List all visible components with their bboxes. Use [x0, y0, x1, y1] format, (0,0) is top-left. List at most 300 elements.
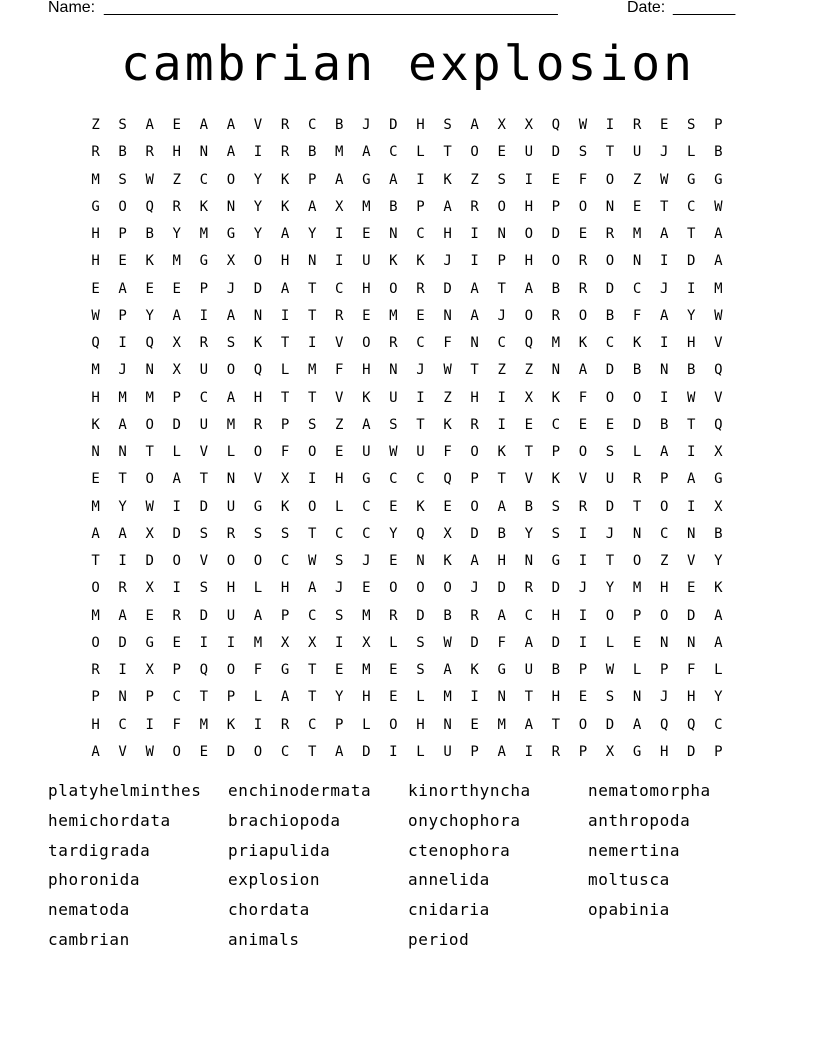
date-blank[interactable]: _______ [673, 0, 736, 16]
grid-letter[interactable]: D [172, 416, 181, 433]
grid-letter[interactable]: I [416, 171, 425, 188]
grid-letter[interactable]: A [714, 607, 723, 624]
grid-letter[interactable]: L [253, 580, 263, 597]
grid-letter[interactable]: P [714, 117, 723, 133]
grid-letter[interactable]: N [226, 198, 236, 215]
grid-letter[interactable]: B [307, 144, 317, 161]
grid-letter[interactable]: J [362, 117, 371, 133]
grid-letter[interactable]: C [199, 389, 209, 406]
grid-letter[interactable]: A [497, 743, 506, 760]
grid-letter[interactable]: M [118, 389, 127, 406]
grid-letter[interactable]: X [714, 498, 723, 515]
grid-letter[interactable]: V [335, 335, 344, 351]
grid-letter[interactable]: N [443, 307, 452, 324]
grid-letter[interactable]: C [362, 498, 371, 515]
grid-letter[interactable]: U [416, 444, 425, 460]
grid-letter[interactable]: R [172, 607, 181, 624]
grid-letter[interactable]: I [307, 335, 317, 351]
grid-letter[interactable]: T [280, 389, 290, 406]
grid-letter[interactable]: S [497, 171, 506, 188]
grid-letter[interactable]: P [118, 307, 127, 324]
grid-letter[interactable]: K [578, 335, 588, 351]
grid-letter[interactable]: W [145, 171, 154, 188]
grid-letter[interactable]: H [91, 716, 100, 733]
grid-letter[interactable]: S [199, 580, 209, 597]
grid-letter[interactable]: O [416, 580, 425, 597]
grid-letter[interactable]: F [632, 307, 642, 324]
grid-letter[interactable]: O [362, 335, 371, 351]
grid-letter[interactable]: A [172, 471, 181, 488]
grid-letter[interactable]: R [91, 662, 100, 678]
grid-letter[interactable]: E [551, 171, 561, 188]
grid-letter[interactable]: X [145, 662, 154, 678]
grid-letter[interactable]: O [307, 444, 317, 460]
grid-letter[interactable]: S [280, 525, 290, 542]
grid-letter[interactable]: W [659, 171, 669, 188]
grid-letter[interactable]: K [280, 171, 290, 188]
grid-letter[interactable]: E [362, 226, 371, 242]
grid-letter[interactable]: J [659, 280, 669, 297]
grid-letter[interactable]: U [199, 416, 209, 433]
grid-letter[interactable]: O [389, 280, 398, 297]
grid-letter[interactable]: Y [714, 553, 723, 569]
grid-letter[interactable]: Y [605, 580, 615, 597]
grid-letter[interactable]: D [470, 525, 479, 542]
grid-letter[interactable]: Q [687, 716, 696, 733]
grid-letter[interactable]: K [362, 389, 371, 406]
grid-letter[interactable]: O [524, 307, 533, 324]
grid-letter[interactable]: Q [714, 362, 723, 379]
grid-letter[interactable]: I [659, 335, 669, 351]
grid-letter[interactable]: X [497, 117, 506, 133]
grid-letter[interactable]: G [632, 743, 642, 760]
grid-letter[interactable]: I [199, 307, 209, 324]
grid-letter[interactable]: E [145, 607, 154, 624]
grid-letter[interactable]: F [443, 444, 452, 460]
grid-letter[interactable]: G [145, 634, 154, 651]
grid-letter[interactable]: C [416, 471, 425, 488]
grid-letter[interactable]: E [91, 280, 100, 297]
grid-letter[interactable]: G [362, 471, 371, 488]
grid-letter[interactable]: U [605, 471, 615, 488]
grid-letter[interactable]: Z [497, 362, 506, 379]
grid-letter[interactable]: J [335, 580, 344, 597]
grid-letter[interactable]: M [551, 335, 561, 351]
grid-letter[interactable]: E [118, 253, 127, 270]
grid-letter[interactable]: H [91, 389, 100, 406]
grid-letter[interactable]: C [497, 335, 506, 351]
grid-letter[interactable]: R [145, 144, 154, 161]
grid-letter[interactable]: O [605, 253, 615, 270]
grid-letter[interactable]: A [172, 307, 181, 324]
grid-letter[interactable]: M [91, 362, 100, 379]
grid-letter[interactable]: I [470, 226, 479, 242]
grid-letter[interactable]: O [307, 498, 317, 515]
grid-letter[interactable]: J [443, 253, 452, 270]
grid-letter[interactable]: V [335, 389, 344, 406]
grid-letter[interactable]: O [578, 444, 588, 460]
grid-letter[interactable]: N [118, 689, 127, 706]
grid-letter[interactable]: J [362, 553, 371, 569]
grid-letter[interactable]: D [389, 117, 398, 133]
grid-letter[interactable]: V [714, 335, 723, 351]
grid-letter[interactable]: H [172, 144, 181, 161]
grid-letter[interactable]: U [443, 743, 452, 760]
grid-letter[interactable]: O [389, 716, 398, 733]
grid-letter[interactable]: A [362, 144, 371, 161]
grid-letter[interactable]: R [172, 198, 181, 215]
grid-letter[interactable]: A [389, 171, 398, 188]
grid-letter[interactable]: D [199, 498, 209, 515]
grid-letter[interactable]: K [632, 335, 642, 351]
grid-letter[interactable]: R [199, 335, 209, 351]
grid-letter[interactable]: J [578, 580, 588, 597]
grid-letter[interactable]: E [199, 743, 209, 760]
grid-letter[interactable]: M [362, 662, 371, 678]
grid-letter[interactable]: W [389, 444, 398, 460]
grid-letter[interactable]: N [632, 525, 642, 542]
grid-letter[interactable]: D [605, 362, 615, 379]
grid-letter[interactable]: L [226, 444, 236, 460]
grid-letter[interactable]: J [470, 580, 479, 597]
grid-letter[interactable]: F [280, 444, 290, 460]
grid-letter[interactable]: S [443, 117, 452, 133]
grid-letter[interactable]: E [470, 716, 479, 733]
grid-letter[interactable]: W [714, 307, 723, 324]
grid-letter[interactable]: A [362, 416, 371, 433]
grid-letter[interactable]: A [335, 743, 344, 760]
grid-letter[interactable]: L [687, 144, 696, 161]
grid-letter[interactable]: N [551, 362, 561, 379]
grid-letter[interactable]: O [145, 416, 154, 433]
grid-letter[interactable]: N [91, 444, 100, 460]
grid-letter[interactable]: Q [199, 662, 209, 678]
grid-letter[interactable]: D [172, 525, 181, 542]
grid-letter[interactable]: V [687, 553, 696, 569]
grid-letter[interactable]: T [307, 280, 317, 297]
grid-letter[interactable]: K [443, 171, 452, 188]
grid-letter[interactable]: D [470, 634, 479, 651]
grid-letter[interactable]: D [416, 607, 425, 624]
grid-letter[interactable]: M [632, 226, 642, 242]
grid-letter[interactable]: A [632, 716, 642, 733]
grid-letter[interactable]: D [687, 253, 696, 270]
grid-letter[interactable]: I [578, 634, 588, 651]
grid-letter[interactable]: Y [389, 525, 398, 542]
grid-letter[interactable]: A [280, 689, 290, 706]
grid-letter[interactable]: N [497, 226, 506, 242]
grid-letter[interactable]: A [497, 498, 506, 515]
grid-letter[interactable]: T [199, 689, 209, 706]
grid-letter[interactable]: P [416, 198, 425, 215]
grid-letter[interactable]: E [389, 662, 398, 678]
grid-letter[interactable]: D [497, 580, 506, 597]
grid-letter[interactable]: H [280, 253, 290, 270]
grid-letter[interactable]: O [470, 498, 479, 515]
grid-letter[interactable]: O [578, 307, 588, 324]
grid-letter[interactable]: E [443, 498, 452, 515]
grid-letter[interactable]: H [524, 198, 533, 215]
grid-letter[interactable]: I [497, 389, 506, 406]
grid-letter[interactable]: O [253, 444, 263, 460]
grid-letter[interactable]: S [335, 607, 344, 624]
grid-letter[interactable]: M [714, 280, 723, 297]
grid-letter[interactable]: I [687, 498, 696, 515]
grid-letter[interactable]: I [199, 634, 209, 651]
grid-letter[interactable]: C [389, 471, 398, 488]
grid-letter[interactable]: B [659, 416, 669, 433]
grid-letter[interactable]: I [687, 280, 696, 297]
grid-letter[interactable]: O [497, 198, 506, 215]
grid-letter[interactable]: C [659, 525, 669, 542]
grid-letter[interactable]: I [253, 716, 263, 733]
grid-letter[interactable]: E [362, 580, 371, 597]
grid-letter[interactable]: Y [524, 525, 533, 542]
grid-letter[interactable]: Z [524, 362, 533, 379]
grid-letter[interactable]: U [199, 362, 209, 379]
grid-letter[interactable]: K [416, 253, 425, 270]
grid-letter[interactable]: E [145, 280, 154, 297]
grid-letter[interactable]: F [687, 662, 696, 678]
grid-letter[interactable]: R [632, 117, 642, 133]
grid-letter[interactable]: O [659, 498, 669, 515]
grid-letter[interactable]: E [389, 689, 398, 706]
grid-letter[interactable]: W [145, 743, 154, 760]
grid-letter[interactable]: V [118, 743, 127, 760]
grid-letter[interactable]: R [91, 144, 100, 161]
grid-letter[interactable]: X [172, 335, 181, 351]
grid-letter[interactable]: U [362, 444, 371, 460]
grid-letter[interactable]: L [172, 444, 181, 460]
grid-letter[interactable]: U [389, 389, 398, 406]
grid-letter[interactable]: R [280, 716, 290, 733]
grid-letter[interactable]: B [443, 607, 452, 624]
grid-letter[interactable]: O [91, 634, 100, 651]
grid-letter[interactable]: S [687, 117, 696, 133]
grid-letter[interactable]: O [470, 144, 479, 161]
grid-letter[interactable]: K [443, 416, 452, 433]
grid-letter[interactable]: L [714, 662, 723, 678]
grid-letter[interactable]: B [389, 198, 398, 215]
grid-letter[interactable]: T [307, 662, 317, 678]
grid-letter[interactable]: F [172, 716, 181, 733]
grid-letter[interactable]: B [118, 144, 127, 161]
grid-letter[interactable]: U [524, 662, 533, 678]
grid-letter[interactable]: I [145, 716, 154, 733]
grid-letter[interactable]: S [389, 416, 398, 433]
grid-letter[interactable]: T [497, 280, 506, 297]
grid-letter[interactable]: A [659, 444, 669, 460]
grid-letter[interactable]: Y [145, 307, 154, 324]
grid-letter[interactable]: M [307, 362, 317, 379]
grid-letter[interactable]: B [335, 117, 344, 133]
grid-letter[interactable]: A [118, 525, 127, 542]
grid-letter[interactable]: T [659, 198, 669, 215]
grid-letter[interactable]: A [307, 580, 317, 597]
grid-letter[interactable]: D [362, 743, 371, 760]
grid-letter[interactable]: I [497, 416, 506, 433]
grid-letter[interactable]: K [416, 498, 425, 515]
grid-letter[interactable]: P [280, 416, 290, 433]
grid-letter[interactable]: B [632, 362, 642, 379]
grid-letter[interactable]: D [226, 743, 236, 760]
grid-letter[interactable]: H [362, 689, 371, 706]
grid-letter[interactable]: T [470, 362, 479, 379]
grid-letter[interactable]: I [307, 471, 317, 488]
grid-letter[interactable]: I [172, 498, 181, 515]
grid-letter[interactable]: O [632, 389, 642, 406]
grid-letter[interactable]: W [443, 634, 452, 651]
grid-letter[interactable]: A [470, 117, 479, 133]
grid-letter[interactable]: K [91, 416, 100, 433]
grid-letter[interactable]: T [497, 471, 506, 488]
grid-letter[interactable]: H [551, 689, 561, 706]
grid-letter[interactable]: C [389, 144, 398, 161]
grid-letter[interactable]: R [389, 335, 398, 351]
grid-letter[interactable]: M [91, 171, 100, 188]
grid-letter[interactable]: H [687, 335, 696, 351]
grid-letter[interactable]: S [307, 416, 317, 433]
grid-letter[interactable]: A [91, 525, 100, 542]
grid-letter[interactable]: L [416, 144, 425, 161]
grid-letter[interactable]: H [91, 253, 100, 270]
grid-letter[interactable]: Y [253, 226, 263, 242]
grid-letter[interactable]: C [416, 335, 425, 351]
grid-letter[interactable]: A [226, 144, 236, 161]
grid-letter[interactable]: V [253, 117, 263, 133]
grid-letter[interactable]: H [659, 743, 669, 760]
grid-letter[interactable]: M [632, 580, 642, 597]
grid-letter[interactable]: Y [118, 498, 127, 515]
grid-letter[interactable]: H [253, 389, 263, 406]
grid-letter[interactable]: D [605, 716, 615, 733]
grid-letter[interactable]: C [307, 117, 317, 133]
grid-letter[interactable]: A [443, 198, 452, 215]
grid-letter[interactable]: W [578, 117, 588, 133]
grid-letter[interactable]: K [551, 389, 561, 406]
grid-letter[interactable]: L [253, 689, 263, 706]
grid-letter[interactable]: E [172, 280, 181, 297]
grid-letter[interactable]: J [416, 362, 425, 379]
grid-letter[interactable]: G [91, 198, 100, 215]
grid-letter[interactable]: N [253, 307, 263, 324]
grid-letter[interactable]: A [145, 117, 154, 133]
grid-letter[interactable]: R [118, 580, 127, 597]
grid-letter[interactable]: X [145, 525, 154, 542]
grid-letter[interactable]: A [497, 607, 506, 624]
grid-letter[interactable]: D [253, 280, 263, 297]
grid-letter[interactable]: D [551, 144, 561, 161]
grid-letter[interactable]: W [714, 198, 723, 215]
grid-letter[interactable]: P [551, 444, 561, 460]
grid-letter[interactable]: G [226, 226, 236, 242]
grid-letter[interactable]: A [118, 607, 127, 624]
grid-letter[interactable]: K [226, 716, 236, 733]
grid-letter[interactable]: E [632, 198, 642, 215]
grid-letter[interactable]: C [605, 335, 615, 351]
grid-letter[interactable]: Z [91, 117, 100, 133]
grid-letter[interactable]: D [551, 580, 561, 597]
grid-letter[interactable]: E [632, 634, 642, 651]
grid-letter[interactable]: B [497, 525, 506, 542]
grid-letter[interactable]: M [443, 689, 452, 706]
grid-letter[interactable]: T [280, 335, 290, 351]
grid-letter[interactable]: O [443, 580, 452, 597]
grid-letter[interactable]: N [389, 362, 398, 379]
grid-letter[interactable]: D [605, 280, 615, 297]
grid-letter[interactable]: C [335, 280, 344, 297]
grid-letter[interactable]: L [632, 662, 642, 678]
grid-letter[interactable]: T [307, 689, 317, 706]
grid-letter[interactable]: L [416, 689, 425, 706]
grid-letter[interactable]: N [307, 253, 317, 270]
grid-letter[interactable]: S [605, 444, 615, 460]
grid-letter[interactable]: I [253, 144, 263, 161]
grid-letter[interactable]: C [632, 280, 642, 297]
grid-letter[interactable]: A [280, 280, 290, 297]
grid-letter[interactable]: K [280, 198, 290, 215]
grid-letter[interactable]: H [659, 580, 669, 597]
grid-letter[interactable]: K [389, 253, 398, 270]
grid-letter[interactable]: X [443, 525, 452, 542]
grid-letter[interactable]: P [551, 198, 561, 215]
grid-letter[interactable]: D [551, 634, 561, 651]
grid-letter[interactable]: T [524, 689, 533, 706]
grid-letter[interactable]: W [687, 389, 696, 406]
grid-letter[interactable]: R [470, 607, 479, 624]
grid-letter[interactable]: R [632, 471, 642, 488]
grid-letter[interactable]: O [172, 553, 181, 569]
grid-letter[interactable]: A [307, 198, 317, 215]
grid-letter[interactable]: P [578, 743, 588, 760]
grid-letter[interactable]: I [335, 253, 344, 270]
grid-letter[interactable]: R [470, 198, 479, 215]
grid-letter[interactable]: O [226, 553, 236, 569]
grid-letter[interactable]: X [280, 634, 290, 651]
grid-letter[interactable]: N [659, 362, 669, 379]
grid-letter[interactable]: G [280, 662, 290, 678]
grid-letter[interactable]: H [416, 716, 425, 733]
grid-letter[interactable]: X [524, 389, 533, 406]
grid-letter[interactable]: U [226, 607, 236, 624]
grid-letter[interactable]: T [443, 144, 452, 161]
grid-letter[interactable]: O [389, 580, 398, 597]
grid-letter[interactable]: E [172, 117, 181, 133]
grid-letter[interactable]: Y [687, 307, 696, 324]
grid-letter[interactable]: C [524, 607, 533, 624]
grid-letter[interactable]: N [497, 689, 506, 706]
grid-letter[interactable]: K [470, 662, 479, 678]
grid-letter[interactable]: C [172, 689, 181, 706]
grid-letter[interactable]: P [632, 607, 642, 624]
grid-letter[interactable]: H [91, 226, 100, 242]
grid-letter[interactable]: A [226, 307, 236, 324]
grid-letter[interactable]: Q [145, 198, 154, 215]
grid-letter[interactable]: I [118, 335, 127, 351]
grid-letter[interactable]: R [253, 416, 263, 433]
grid-letter[interactable]: N [416, 553, 425, 569]
grid-letter[interactable]: D [687, 607, 696, 624]
grid-letter[interactable]: J [659, 144, 669, 161]
grid-letter[interactable]: P [470, 743, 479, 760]
grid-letter[interactable]: N [605, 198, 615, 215]
grid-letter[interactable]: D [199, 607, 209, 624]
grid-letter[interactable]: T [687, 226, 696, 242]
grid-letter[interactable]: B [687, 362, 696, 379]
grid-letter[interactable]: Y [253, 198, 263, 215]
grid-letter[interactable]: C [687, 198, 696, 215]
grid-letter[interactable]: O [605, 389, 615, 406]
